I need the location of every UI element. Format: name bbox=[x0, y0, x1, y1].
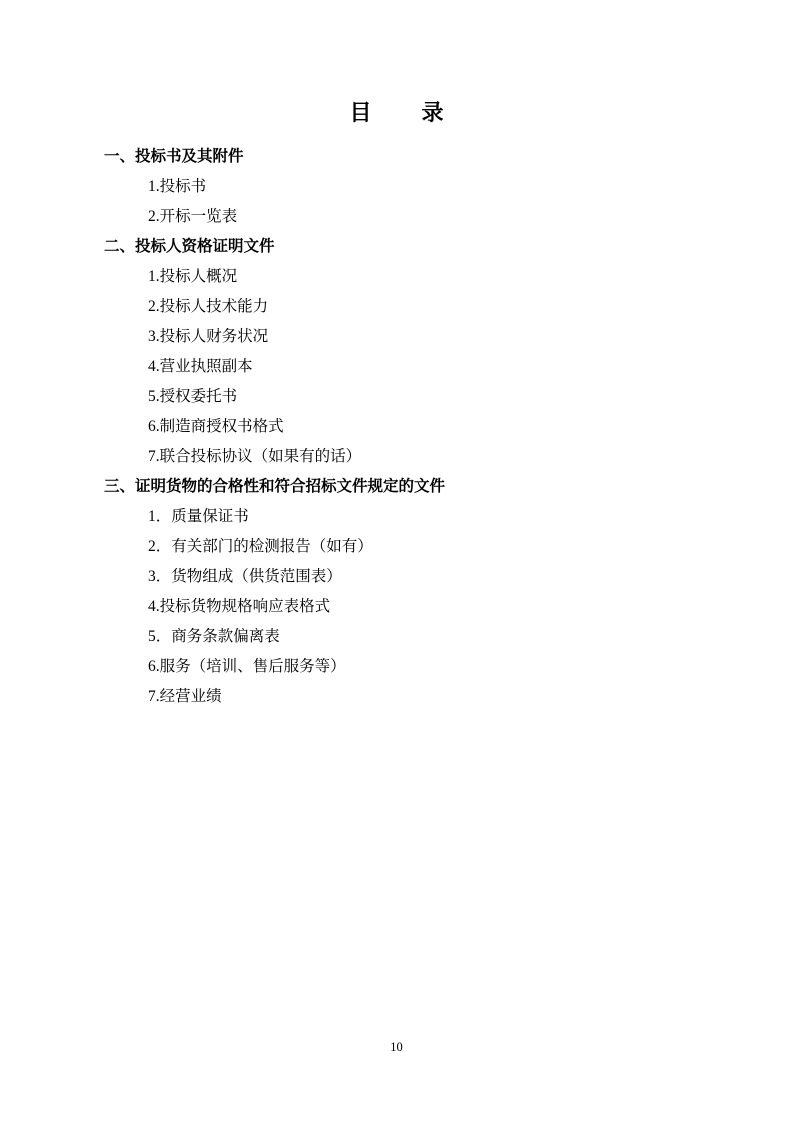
toc-item: 7.联合投标协议（如果有的话） bbox=[148, 448, 362, 465]
toc-section-heading: 三、证明货物的合格性和符合招标文件规定的文件 bbox=[104, 478, 446, 495]
toc-section-heading: 二、投标人资格证明文件 bbox=[104, 238, 275, 255]
toc-item: 3.投标人财务状况 bbox=[148, 328, 269, 345]
table-of-contents bbox=[0, 142, 793, 712]
toc-item: 7.经营业绩 bbox=[148, 688, 222, 705]
toc-item: 4.营业执照副本 bbox=[148, 358, 253, 375]
toc-item: 1.投标人概况 bbox=[148, 268, 238, 285]
toc-item: 2．有关部门的检测报告（如有） bbox=[148, 538, 373, 555]
page-title: 目 录 bbox=[349, 100, 458, 125]
toc-item: 6.制造商授权书格式 bbox=[148, 418, 284, 435]
toc-item: 4.投标货物规格响应表格式 bbox=[148, 598, 331, 615]
toc-item: 5.授权委托书 bbox=[148, 388, 238, 405]
toc-item: 1．质量保证书 bbox=[148, 508, 249, 525]
toc-item: 1.投标书 bbox=[148, 178, 207, 195]
toc-item: 3．货物组成（供货范围表） bbox=[148, 568, 342, 585]
toc-item: 5．商务条款偏离表 bbox=[148, 628, 280, 645]
toc-item: 6.服务（培训、售后服务等） bbox=[148, 658, 346, 675]
toc-section-heading: 一、投标书及其附件 bbox=[104, 148, 244, 165]
toc-item: 2.投标人技术能力 bbox=[148, 298, 269, 315]
toc-item: 2.开标一览表 bbox=[148, 208, 238, 225]
page-number: 10 bbox=[390, 1040, 403, 1054]
